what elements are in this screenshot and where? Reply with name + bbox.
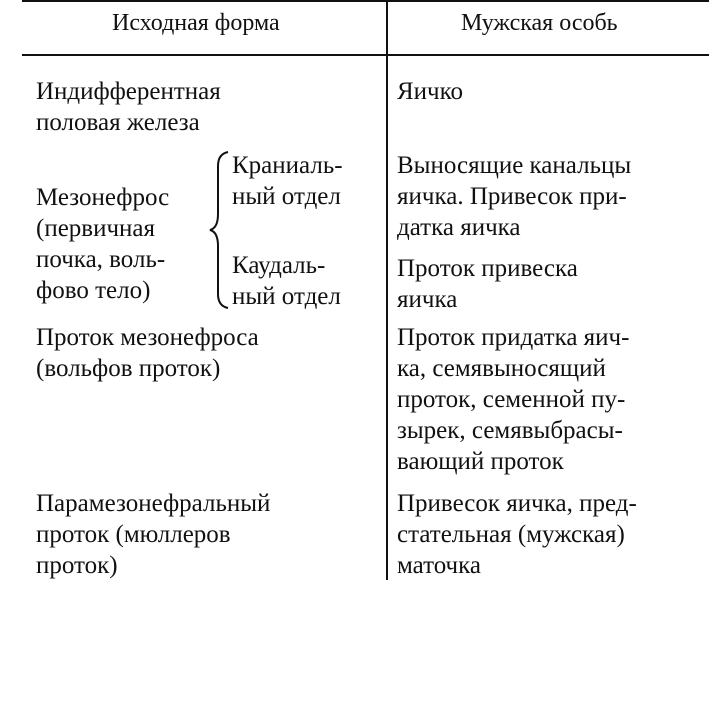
column-divider — [386, 0, 388, 580]
row-mesonephros-source: Мезонефрос (первичная почка, воль- фово тело) — [36, 184, 170, 304]
row-indifferent-gonad-male: Яичко — [397, 78, 464, 105]
row-wolffian-duct-source: Проток мезонефроса (вольфов проток) — [36, 324, 259, 382]
mesonephros-cranial-part: Краниаль- ный отдел — [232, 152, 343, 210]
row-wolffian-duct-male: Проток придатка яич- ка, семявыносящий проток, семенной пу- зырек, семявыбрасы- вающий проток — [397, 324, 630, 475]
row-mullerian-duct-male: Привесок яичка, пред- стательная (мужская) маточка — [397, 490, 637, 579]
header-source-form: Исходная форма — [112, 10, 280, 36]
mesonephros-caudal-male: Проток привеска яичка — [397, 255, 578, 313]
table-header-rule — [22, 54, 709, 56]
table-top-rule — [22, 0, 709, 2]
mesonephros-brace — [206, 150, 232, 310]
mesonephros-caudal-part: Каудаль- ный отдел — [232, 252, 341, 310]
row-mullerian-duct-source: Парамезонефральный проток (мюллеров проток) — [36, 490, 271, 579]
header-male-individual: Мужская особь — [461, 10, 618, 36]
row-indifferent-gonad-source: Индифферентная половая железа — [36, 78, 221, 136]
mesonephros-cranial-male: Выносящие канальцы яичка. Привесок при- датка яичка — [397, 152, 632, 241]
